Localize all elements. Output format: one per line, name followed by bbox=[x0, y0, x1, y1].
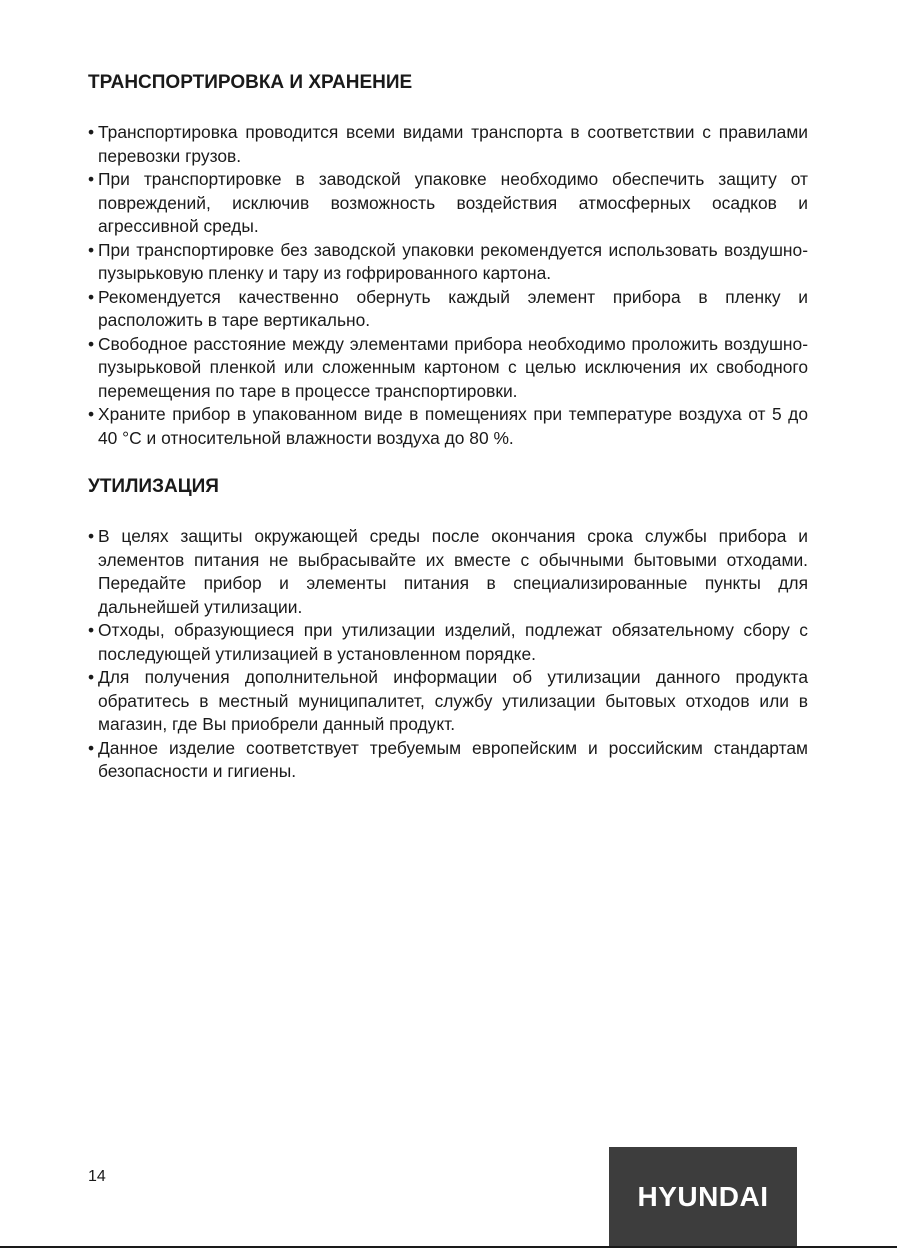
list-item-text: При транспортировке в заводской упаковке необходимо обеспечить защиту от повреждений, исключив возможность воздействия атмосферных осадков и агрессивной среды. bbox=[98, 169, 808, 236]
list-item-text: Данное изделие соответствует требуемым европейским и российским стандартам безопасности и гигиены. bbox=[98, 737, 808, 781]
disposal-list bbox=[88, 525, 808, 784]
list-item bbox=[88, 239, 808, 286]
list-item bbox=[88, 121, 808, 168]
logo-text: HYUNDAI bbox=[637, 1180, 769, 1212]
list-item bbox=[88, 619, 808, 666]
bullet-icon: • bbox=[88, 620, 95, 640]
section-title-disposal: УТИЛИЗАЦИЯ bbox=[88, 476, 219, 497]
list-item-text: Свободное расстояние между элементами прибора необходимо проложить воздушно-пузырьковой пленкой или сложенным картоном с целью исключения их свободного перемещения по таре в процессе транспортировки. bbox=[98, 333, 808, 401]
section-title-transport: ТРАНСПОРТИРОВКА И ХРАНЕНИЕ bbox=[88, 72, 413, 93]
list-item-text: В целях защиты окружающей среды после окончания срока службы прибора и элементов питания не выбрасывайте их вместе с обычными бытовыми отходами. Передайте прибор и элементы питания в специализированные пункты для дальнейшей утилизации. bbox=[98, 526, 808, 617]
bullet-icon: • bbox=[88, 333, 95, 354]
list-item-text: Отходы, образующиеся при утилизации изделий, подлежат обязательному сбору с последующей утилизацией в установленном порядке. bbox=[98, 620, 808, 664]
list-item-text: Рекомендуется качественно обернуть каждый элемент прибора в пленку и расположить в таре вертикально. bbox=[98, 286, 808, 330]
list-item bbox=[88, 333, 808, 404]
transport-list bbox=[88, 121, 808, 450]
page-content bbox=[88, 70, 808, 784]
bullet-icon: • bbox=[88, 526, 95, 546]
bullet-icon: • bbox=[88, 169, 95, 189]
bullet-icon: • bbox=[88, 667, 95, 687]
list-item bbox=[88, 525, 808, 619]
list-item-text: При транспортировке без заводской упаковки рекомендуется использовать воздушно-пузырьковую пленку и тару из гофрированного картона. bbox=[98, 239, 808, 283]
bullet-icon: • bbox=[88, 286, 95, 307]
bullet-icon: • bbox=[88, 122, 95, 142]
list-item bbox=[88, 286, 808, 333]
page-number: 14 bbox=[88, 1168, 106, 1185]
list-item bbox=[88, 737, 808, 784]
list-item-text: Храните прибор в упакованном виде в помещениях при температуре воздуха от 5 до 40 °C и относительной влажности воздуха до 80 %. bbox=[98, 404, 808, 448]
list-item bbox=[88, 168, 808, 239]
bullet-icon: • bbox=[88, 404, 95, 424]
list-item bbox=[88, 403, 808, 450]
bullet-icon: • bbox=[88, 239, 95, 260]
list-item bbox=[88, 666, 808, 737]
bullet-icon: • bbox=[88, 737, 95, 758]
hyundai-logo bbox=[609, 1147, 797, 1248]
list-item-text: Для получения дополнительной информации об утилизации данного продукта обратитесь в местный муниципалитет, службу утилизации бытовых отходов или в магазин, где Вы приобрели данный продукт. bbox=[98, 667, 808, 734]
list-item-text: Транспортировка проводится всеми видами транспорта в соответствии с правилами перевозки грузов. bbox=[98, 122, 808, 166]
